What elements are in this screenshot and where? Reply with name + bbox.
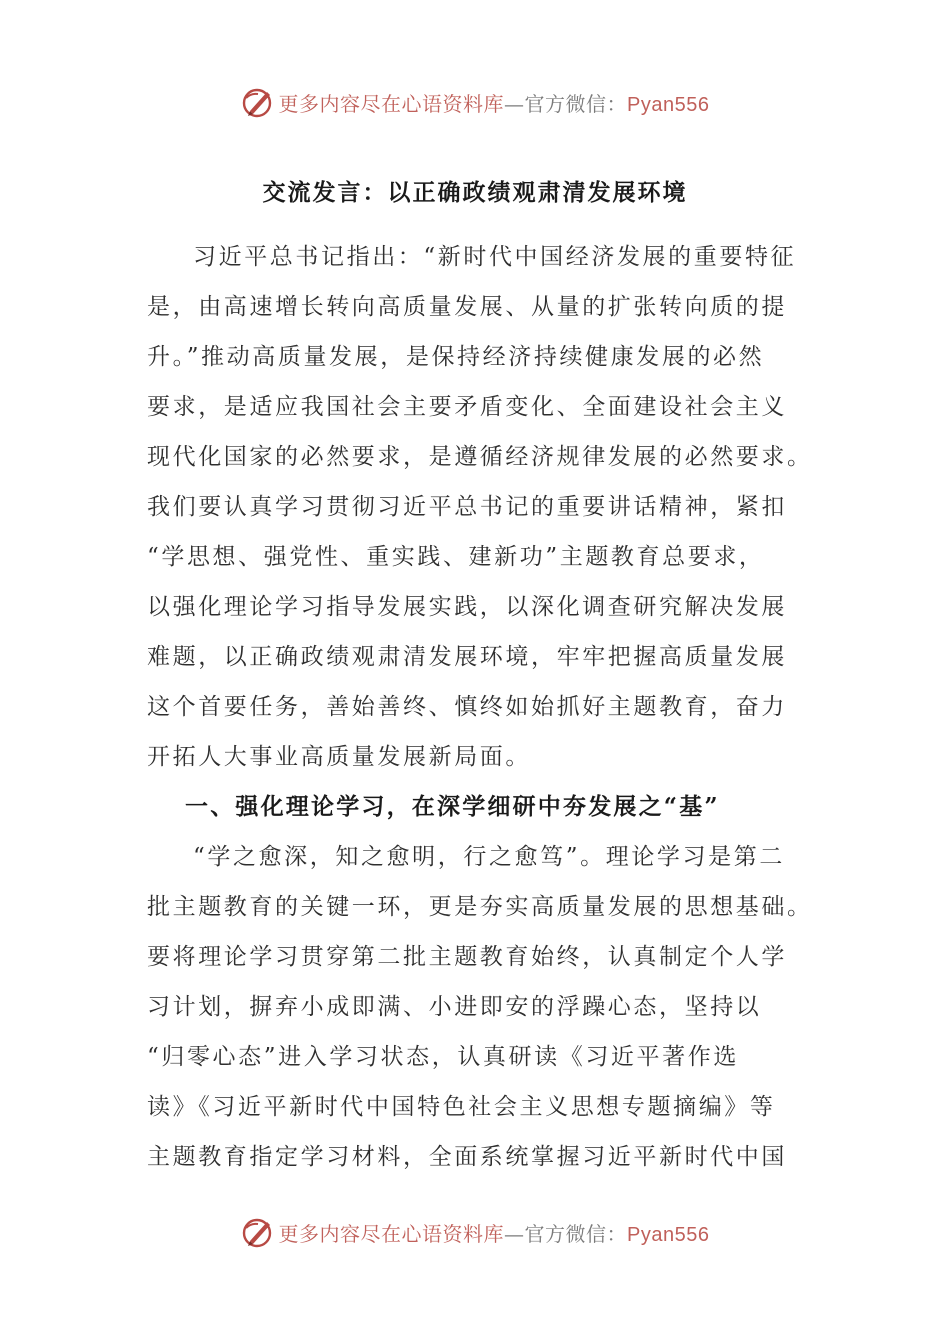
body-line: “学思想、强党性、重实践、建新功”主题教育总要求， [147,544,765,570]
footer-banner [0,1212,950,1252]
pen-logo-icon [241,1215,275,1249]
banner-wechat-id: Pyan556 [627,93,710,116]
body-line: 以强化理论学习指导发展实践，以深化调查研究解决发展 [147,594,787,620]
banner-dash: — [504,1221,525,1246]
banner-site-text: 更多内容尽在心语资料库 [278,1221,505,1246]
body-line: 是，由高速增长转向高质量发展、从量的扩张转向质的提 [147,294,787,320]
banner-site-text: 更多内容尽在心语资料库 [278,91,505,116]
body-line: 我们要认真学习贯彻习近平总书记的重要讲话精神，紧扣 [147,494,787,520]
body-line: 现代化国家的必然要求，是遵循经济规律发展的必然要求。 [147,444,813,470]
body-line: 批主题教育的关键一环，更是夯实高质量发展的思想基础。 [147,894,813,920]
body-line: “学之愈深，知之愈明，行之愈笃”。理论学习是第二 [193,844,785,870]
body-line: 要将理论学习贯穿第二批主题教育始终，认真制定个人学 [147,944,787,970]
body-line: 习计划，摒弃小成即满、小进即安的浮躁心态，坚持以 [147,994,762,1020]
body-line: 开拓人大事业高质量发展新局面。 [147,744,531,770]
document-body [147,232,813,1182]
banner-wechat-label: 官方微信： [524,1221,628,1246]
body-line: 升。”推动高质量发展，是保持经济持续健康发展的必然 [147,344,765,370]
body-line: 难题，以正确政绩观肃清发展环境，牢牢把握高质量发展 [147,644,787,670]
section-heading: 一、强化理论学习，在深学细研中夯发展之“基” [185,793,720,820]
banner-wechat-label: 官方微信： [524,91,628,116]
banner-dash: — [504,91,525,116]
document-title: 交流发言：以正确政绩观肃清发展环境 [262,179,688,206]
body-line: 习近平总书记指出：“新时代中国经济发展的重要特征 [193,244,797,270]
body-line: 读》《习近平新时代中国特色社会主义思想专题摘编》等 [147,1094,776,1120]
header-banner [0,82,950,122]
body-line: 要求，是适应我国社会主要矛盾变化、全面建设社会主义 [147,394,787,420]
pen-logo-icon [241,85,275,119]
banner-wechat-id: Pyan556 [627,1223,710,1246]
body-line: 主题教育指定学习材料，全面系统掌握习近平新时代中国 [147,1144,787,1170]
body-line: 这个首要任务，善始善终、慎终如始抓好主题教育，奋力 [147,694,787,720]
body-line: “归零心态”进入学习状态，认真研读《习近平著作选 [147,1044,739,1070]
